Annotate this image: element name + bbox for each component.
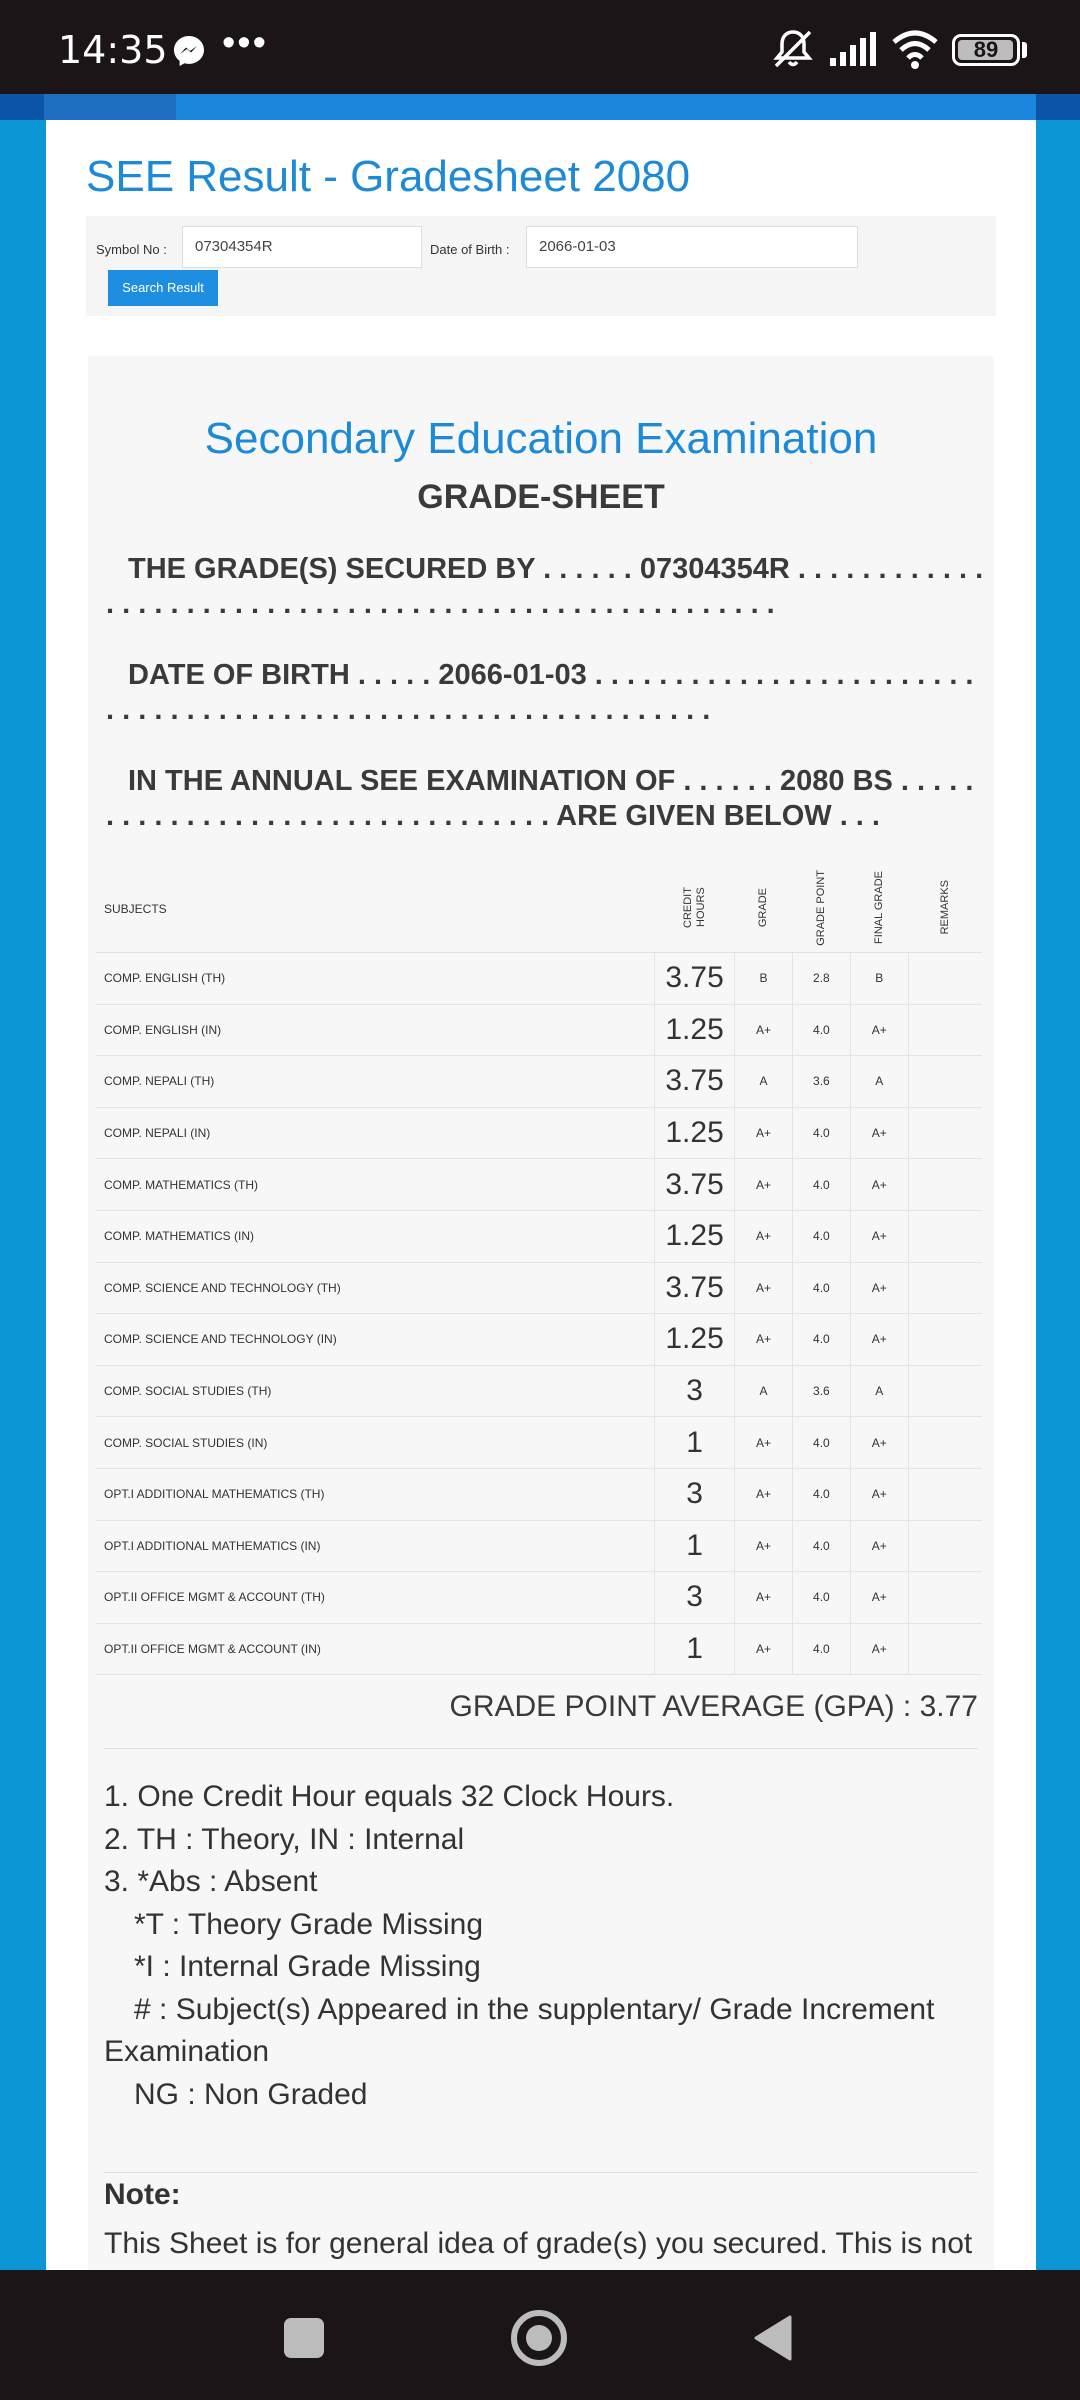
table-row (96, 1056, 982, 1108)
header-final-grade: FINAL GRADE (872, 871, 885, 944)
subject-cell: COMP. NEPALI (IN) (96, 1107, 655, 1159)
dob-line: DATE OF BIRTH . . . . . 2066-01-03 . . . . . . . . . . . . . . . . . . . . . . . . . . . . . . . . . . . . . . . . . . . . . . . . . . . . . . . . . . . . . . (106, 659, 974, 726)
final-grade-cell: B (850, 953, 908, 1005)
exam-title: Secondary Education Examination (204, 414, 878, 463)
table-row (96, 953, 982, 1005)
credit-cell: 1.25 (655, 1004, 735, 1056)
final-grade-cell: A+ (850, 1107, 908, 1159)
remarks-cell (908, 1314, 982, 1366)
remarks-cell (908, 1004, 982, 1056)
final-grade-cell: A+ (850, 1572, 908, 1624)
table-row (96, 1159, 982, 1211)
subject-cell: COMP. MATHEMATICS (IN) (96, 1210, 655, 1262)
final-grade-cell: A+ (850, 1623, 908, 1675)
subject-cell: OPT.I ADDITIONAL MATHEMATICS (IN) (96, 1520, 655, 1572)
final-grade-cell: A+ (850, 1314, 908, 1366)
credit-cell: 3.75 (655, 1159, 735, 1211)
subject-cell: COMP. ENGLISH (IN) (96, 1004, 655, 1056)
credit-cell: 3 (655, 1365, 735, 1417)
exam-year-line: IN THE ANNUAL SEE EXAMINATION OF . . . . . . 2080 BS . . . . . . . . . . . . . . . . . . . . . . . . . . . . . . . . . ARE GIVEN BELOW . . . (106, 765, 974, 832)
note-item: NG : Non Graded (134, 2077, 368, 2111)
subject-cell: COMP. MATHEMATICS (TH) (96, 1159, 655, 1211)
credit-cell: 3.75 (655, 1262, 735, 1314)
page-viewport[interactable] (0, 94, 1080, 2270)
grade-cell: A (735, 1056, 793, 1108)
grade-point-cell: 4.0 (792, 1107, 850, 1159)
subject-cell: COMP. NEPALI (TH) (96, 1056, 655, 1108)
remarks-cell (908, 1210, 982, 1262)
credit-cell: 1.25 (655, 1314, 735, 1366)
credit-cell: 1 (655, 1520, 735, 1572)
battery-level: 89 (973, 37, 999, 62)
remarks-cell (908, 1468, 982, 1520)
battery-icon (952, 34, 1020, 66)
remarks-cell (908, 1262, 982, 1314)
status-bar (0, 0, 1080, 94)
grade-point-cell: 4.0 (792, 1572, 850, 1624)
grades-table (96, 866, 982, 1675)
grade-cell: B (735, 953, 793, 1005)
more-notifications-icon: ••• (222, 22, 268, 64)
symbol-input[interactable]: 07304354R (182, 226, 422, 268)
grade-point-cell: 4.0 (792, 1004, 850, 1056)
grade-point-cell: 3.6 (792, 1365, 850, 1417)
remarks-cell (908, 1107, 982, 1159)
credit-cell: 1 (655, 1417, 735, 1469)
table-row (96, 1107, 982, 1159)
header-subjects: SUBJECTS (96, 866, 655, 953)
remarks-cell (908, 1159, 982, 1211)
subject-cell: OPT.II OFFICE MGMT & ACCOUNT (TH) (96, 1572, 655, 1624)
credit-cell: 1.25 (655, 1107, 735, 1159)
grade-cell: A+ (735, 1417, 793, 1469)
remarks-cell (908, 1520, 982, 1572)
grade-point-cell: 2.8 (792, 953, 850, 1005)
note-item: *T : Theory Grade Missing (134, 1907, 484, 1941)
dob-input[interactable]: 2066-01-03 (526, 226, 858, 268)
final-grade-cell: A+ (850, 1468, 908, 1520)
grade-sheet-heading: GRADE-SHEET (417, 478, 665, 516)
table-row (96, 1468, 982, 1520)
messenger-icon (172, 34, 206, 68)
remarks-cell (908, 1365, 982, 1417)
note-item: 3. *Abs : Absent (104, 1865, 318, 1898)
wifi-icon (890, 28, 940, 70)
search-form (86, 216, 996, 316)
symbol-label: Symbol No : (96, 242, 167, 257)
subject-cell: COMP. SOCIAL STUDIES (IN) (96, 1417, 655, 1469)
header-credit-hours: CREDIT HOURS (681, 887, 707, 928)
grade-point-cell: 4.0 (792, 1623, 850, 1675)
final-grade-cell: A+ (850, 1210, 908, 1262)
subject-cell: OPT.II OFFICE MGMT & ACCOUNT (IN) (96, 1623, 655, 1675)
subject-cell: COMP. SCIENCE AND TECHNOLOGY (TH) (96, 1262, 655, 1314)
grade-cell: A+ (735, 1468, 793, 1520)
search-result-button[interactable]: Search Result (108, 270, 218, 306)
gpa-value: GRADE POINT AVERAGE (GPA) : 3.77 (449, 1690, 978, 1723)
grade-cell: A+ (735, 1520, 793, 1572)
table-row (96, 1365, 982, 1417)
credit-cell: 3.75 (655, 953, 735, 1005)
grade-sheet (88, 356, 994, 2306)
subject-cell: OPT.I ADDITIONAL MATHEMATICS (TH) (96, 1468, 655, 1520)
signal-icon (828, 30, 878, 68)
header-grade: GRADE (756, 887, 769, 928)
grade-point-cell: 3.6 (792, 1056, 850, 1108)
subject-cell: COMP. ENGLISH (TH) (96, 953, 655, 1005)
grade-point-cell: 4.0 (792, 1314, 850, 1366)
table-row (96, 1210, 982, 1262)
final-grade-cell: A+ (850, 1262, 908, 1314)
secured-by-line: THE GRADE(S) SECURED BY . . . . . . 07304354R . . . . . . . . . . . . . . . . . . . . . . . . . . . . . . . . . . . . . . . . . . . . . . . . . . . . . . (106, 553, 984, 620)
navigation-bar (0, 2270, 1080, 2400)
credit-cell: 3.75 (655, 1056, 735, 1108)
grade-point-cell: 4.0 (792, 1417, 850, 1469)
legend-notes (104, 1776, 984, 2116)
table-row (96, 1623, 982, 1675)
grade-cell: A+ (735, 1107, 793, 1159)
note-item: 2. TH : Theory, IN : Internal (104, 1822, 465, 1856)
page-content (46, 120, 1036, 2270)
table-row (96, 1572, 982, 1624)
note-item: # : Subject(s) Appeared in the supplentary/ Grade Increment Examination (104, 1992, 935, 2068)
grade-cell: A (735, 1365, 793, 1417)
header-remarks: REMARKS (938, 880, 951, 935)
page-title: SEE Result - Gradesheet 2080 (86, 152, 691, 201)
final-grade-cell: A+ (850, 1417, 908, 1469)
recents-button[interactable] (284, 2318, 324, 2358)
credit-cell: 1 (655, 1623, 735, 1675)
remarks-cell (908, 953, 982, 1005)
mute-icon (770, 28, 816, 70)
credit-cell: 1.25 (655, 1210, 735, 1262)
grade-cell: A+ (735, 1262, 793, 1314)
final-grade-cell: A (850, 1056, 908, 1108)
home-button[interactable] (511, 2310, 567, 2366)
remarks-cell (908, 1572, 982, 1624)
note-text: This Sheet is for general idea of grade(s) you secured. This is not (104, 2227, 973, 2260)
table-row (96, 1262, 982, 1314)
grade-point-cell: 4.0 (792, 1210, 850, 1262)
note-item: 1. One Credit Hour equals 32 Clock Hours. (104, 1780, 675, 1813)
dob-label: Date of Birth : (430, 242, 510, 257)
note-item: *I : Internal Grade Missing (134, 1950, 481, 1983)
back-button[interactable] (752, 2314, 794, 2362)
subject-cell: COMP. SCIENCE AND TECHNOLOGY (IN) (96, 1314, 655, 1366)
header-strip (0, 94, 1080, 120)
table-row (96, 1314, 982, 1366)
credit-cell: 3 (655, 1468, 735, 1520)
remarks-cell (908, 1056, 982, 1108)
subject-cell: COMP. SOCIAL STUDIES (TH) (96, 1365, 655, 1417)
table-row (96, 1004, 982, 1056)
grade-point-cell: 4.0 (792, 1159, 850, 1211)
grade-cell: A+ (735, 1314, 793, 1366)
credit-cell: 3 (655, 1572, 735, 1624)
grade-cell: A+ (735, 1572, 793, 1624)
final-grade-cell: A+ (850, 1520, 908, 1572)
final-grade-cell: A+ (850, 1159, 908, 1211)
grade-cell: A+ (735, 1004, 793, 1056)
status-time: 14:35 (58, 28, 168, 72)
table-row (96, 1520, 982, 1572)
final-grade-cell: A (850, 1365, 908, 1417)
grade-cell: A+ (735, 1159, 793, 1211)
final-grade-cell: A+ (850, 1004, 908, 1056)
remarks-cell (908, 1417, 982, 1469)
table-row (96, 1417, 982, 1469)
grade-cell: A+ (735, 1623, 793, 1675)
grade-cell: A+ (735, 1210, 793, 1262)
grade-point-cell: 4.0 (792, 1262, 850, 1314)
grade-point-cell: 4.0 (792, 1468, 850, 1520)
note-heading: Note: (104, 2178, 181, 2211)
header-grade-point: GRADE POINT (814, 869, 827, 946)
grade-point-cell: 4.0 (792, 1520, 850, 1572)
remarks-cell (908, 1623, 982, 1675)
